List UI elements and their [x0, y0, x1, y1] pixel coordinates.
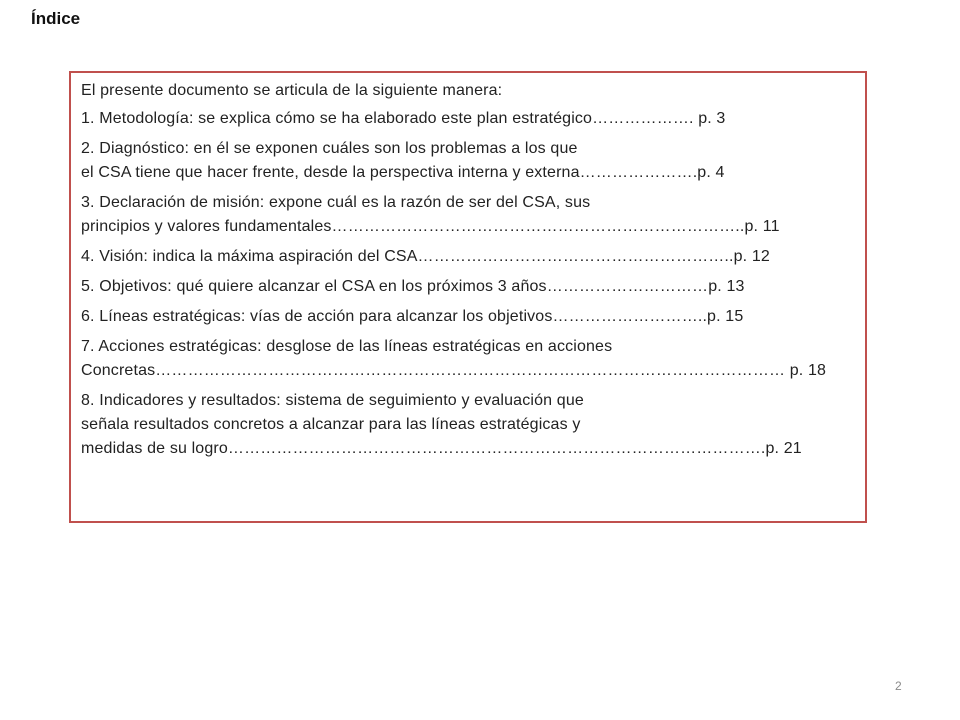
toc-entry-line: 7. Acciones estratégicas: desglose de las líneas estratégicas en acciones: [81, 338, 613, 355]
toc-entry-line: 8. Indicadores y resultados: sistema de seguimiento y evaluación que: [81, 392, 584, 409]
page-title: Índice: [31, 9, 81, 28]
toc-entry-line: señala resultados concretos a alcanzar para las líneas estratégicas y: [81, 416, 581, 433]
toc-entry-line: 2. Diagnóstico: en él se exponen cuáles son los problemas a los que: [81, 140, 578, 157]
toc-entry: [81, 245, 855, 269]
toc-entry-line: 3. Declaración de misión: expone cuál es la razón de ser del CSA, sus: [81, 194, 591, 211]
toc-entry: [81, 275, 855, 299]
toc-entry-line: 5. Objetivos: qué quiere alcanzar el CSA en los próximos 3 años…………………………p. 13: [81, 278, 745, 295]
toc-entry-line: el CSA tiene que hacer frente, desde la perspectiva interna y externa………………….p. 4: [81, 164, 725, 181]
page-number: 2: [895, 679, 902, 693]
toc-entry-line: principios y valores fundamentales…………………………………………………………………..p. 11: [81, 218, 780, 235]
table-of-contents: [69, 71, 867, 523]
toc-entry: [81, 191, 855, 239]
toc-entry-line: 4. Visión: indica la máxima aspiración del CSA…………………………………………………..p. 12: [81, 248, 770, 265]
toc-entry: [81, 107, 855, 131]
toc-entry-line: 1. Metodología: se explica cómo se ha elaborado este plan estratégico………………. p. 3: [81, 110, 726, 127]
toc-intro: El presente documento se articula de la siguiente manera:: [81, 82, 503, 99]
toc-entry-line: 6. Líneas estratégicas: vías de acción para alcanzar los objetivos………………………..p. 15: [81, 308, 744, 325]
toc-entry-line: Concretas……………………………………………………………………………………………………… p. 18: [81, 362, 827, 379]
toc-entry-line: medidas de su logro……………………………………………………………………………………….p. 21: [81, 440, 802, 457]
toc-entry: [81, 137, 855, 185]
toc-entry: [81, 335, 855, 383]
toc-entries: [81, 107, 855, 461]
toc-entry: [81, 389, 855, 461]
toc-entry: [81, 305, 855, 329]
